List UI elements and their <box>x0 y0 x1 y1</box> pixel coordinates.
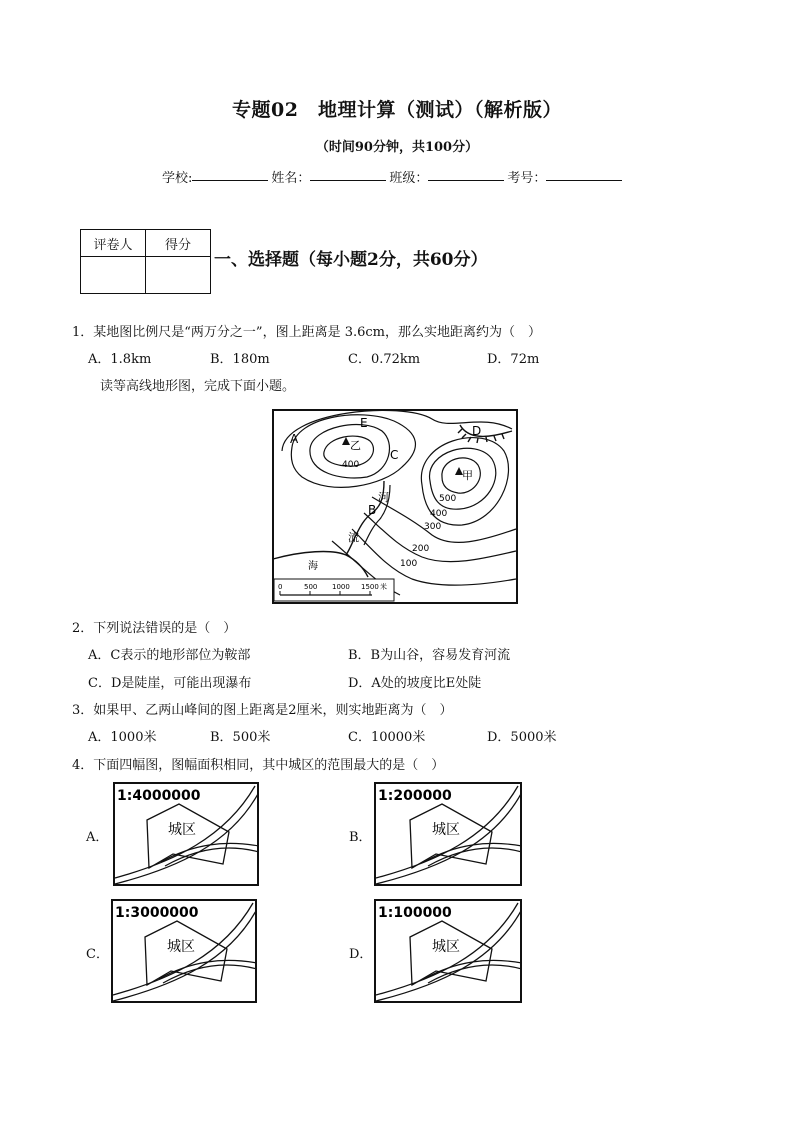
scale-1000: 1000 <box>332 583 350 591</box>
label-E: E <box>360 416 368 430</box>
contour-300: 300 <box>424 522 442 532</box>
question-1-stem: 1．某地图比例尺是“两万分之一”，图上距离是 3.6cm，那么实地距离约为（ ） <box>72 325 541 340</box>
grader-cell[interactable] <box>81 257 146 294</box>
map-d-city-label: 城区 <box>432 939 460 955</box>
map-a-scale: 1:4000000 <box>117 788 201 804</box>
q3-option-d[interactable]: D．5000米 <box>487 730 557 745</box>
name-label: 姓名： <box>271 171 311 186</box>
school-label: 学校: <box>162 171 193 186</box>
map-c-city-label: 城区 <box>167 939 195 955</box>
score-header: 得分 <box>146 230 211 257</box>
q3-option-c[interactable]: C．10000米 <box>348 730 426 745</box>
label-river-liu: 流 <box>348 531 359 544</box>
scale-500: 500 <box>304 583 318 591</box>
contour-400: 400 <box>430 509 448 519</box>
exam-number-label: 考号： <box>507 171 547 186</box>
label-B: B <box>368 503 377 517</box>
q2-option-d[interactable]: D．A处的坡度比E处陡 <box>348 676 482 691</box>
q4-map-b[interactable] <box>374 782 522 890</box>
label-peak-yi: 乙 <box>350 439 361 452</box>
map-b-city-label: 城区 <box>432 822 460 838</box>
topo-intro: 读等高线地形图，完成下面小题。 <box>100 379 296 394</box>
q2-option-c[interactable]: C．D是陡崖，可能出现瀑布 <box>88 676 252 691</box>
school-field[interactable] <box>192 167 268 181</box>
score-table <box>80 229 211 294</box>
map-d-scale: 1:100000 <box>378 905 452 921</box>
question-3-stem: 3．如果甲、乙两山峰间的图上距离是2厘米，则实地距离为（ ） <box>72 703 453 718</box>
exam-number-field[interactable] <box>546 167 622 181</box>
class-label: 班级： <box>389 171 429 186</box>
class-field[interactable] <box>428 167 504 181</box>
section-title: 一、选择题（每小题2分，共60分） <box>214 250 488 270</box>
q1-option-a[interactable]: A．1.8km <box>88 352 152 367</box>
question-4-stem: 4．下面四幅图，图幅面积相同，其中城区的范围最大的是（ ） <box>72 758 445 773</box>
contour-500: 500 <box>439 494 457 504</box>
q4-map-d[interactable] <box>374 899 522 1007</box>
q4-map-c[interactable] <box>111 899 257 1007</box>
label-peak-jia: 甲 <box>462 469 473 482</box>
scale-1500: 1500 <box>361 583 379 591</box>
q3-option-a[interactable]: A．1000米 <box>88 730 157 745</box>
label-sea: 海 <box>308 561 318 572</box>
q1-option-d[interactable]: D．72m <box>487 352 540 367</box>
topo-map <box>272 409 518 609</box>
scale-0: 0 <box>278 583 283 591</box>
grader-header: 评卷人 <box>81 230 146 257</box>
label-D: D <box>472 424 482 438</box>
page-title: 专题02 地理计算（测试）（解析版） <box>232 99 562 121</box>
q4-option-b-letter[interactable]: B． <box>349 830 372 845</box>
q1-option-c[interactable]: C．0.72km <box>348 352 421 367</box>
q4-option-d-letter[interactable]: D． <box>349 947 373 962</box>
map-c-scale: 1:3000000 <box>115 905 199 921</box>
q4-option-a-letter[interactable]: A． <box>86 830 109 845</box>
name-field[interactable] <box>310 167 386 181</box>
contour-100: 100 <box>400 559 418 569</box>
contour-200: 200 <box>412 544 430 554</box>
score-cell[interactable] <box>146 257 211 294</box>
contour-400-yi: 400 <box>342 460 360 470</box>
q4-map-a[interactable] <box>113 782 259 890</box>
student-info-line <box>162 167 625 186</box>
q4-option-c-letter[interactable]: C． <box>86 947 109 962</box>
scale-bar <box>274 579 394 601</box>
q1-option-b[interactable]: B．180m <box>210 352 270 367</box>
question-2-stem: 2．下列说法错误的是（ ） <box>72 621 237 636</box>
label-C: C <box>390 448 399 462</box>
map-a-city-label: 城区 <box>168 822 196 838</box>
label-river-he: 河 <box>378 491 389 504</box>
page-subtitle: （时间90分钟，共100分） <box>315 140 479 155</box>
label-A: A <box>290 432 299 446</box>
scale-unit: 米 <box>380 583 387 591</box>
q2-option-a[interactable]: A．C表示的地形部位为鞍部 <box>88 648 251 663</box>
map-b-scale: 1:200000 <box>378 788 452 804</box>
q2-option-b[interactable]: B．B为山谷，容易发育河流 <box>348 648 511 663</box>
q3-option-b[interactable]: B．500米 <box>210 730 271 745</box>
